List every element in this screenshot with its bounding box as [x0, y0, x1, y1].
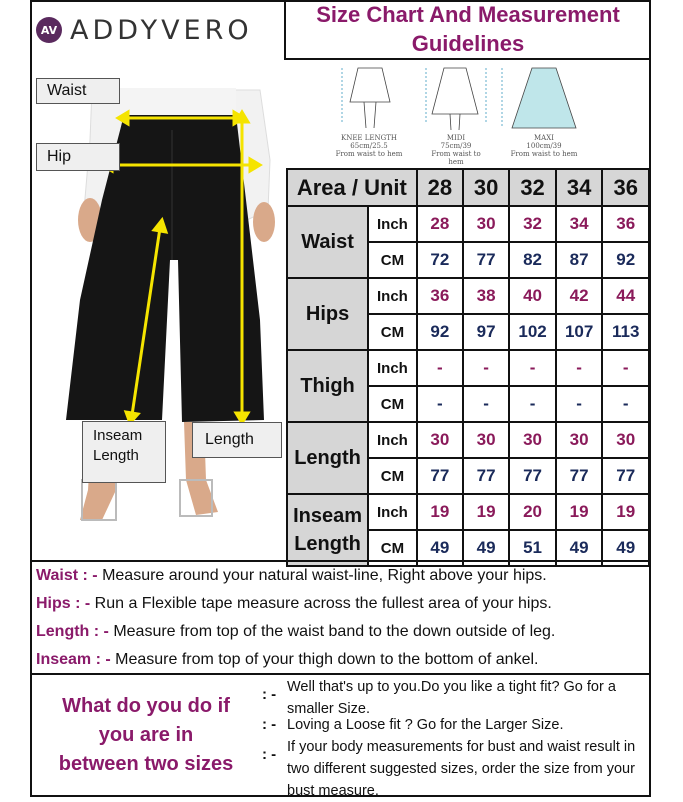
table-row	[287, 206, 649, 242]
cell-value: 92	[602, 242, 649, 278]
cell-value: 30	[417, 422, 463, 458]
cell-value: 77	[556, 458, 603, 494]
cell-value: -	[556, 350, 603, 386]
cell-value: -	[509, 350, 556, 386]
cell-value: -	[417, 350, 463, 386]
cell-value: 87	[556, 242, 603, 278]
cell-value: 20	[509, 494, 556, 530]
logo-text: ADDYVERO	[70, 14, 253, 46]
length-label: Length	[192, 422, 282, 458]
desc-inseam	[36, 651, 538, 669]
cell-value: 51	[509, 530, 556, 566]
cell-value: 30	[463, 422, 509, 458]
cell-value: 19	[463, 494, 509, 530]
cell-value: -	[463, 350, 509, 386]
desc-text: Measure around your natural waist-line, Right above your hips.	[97, 567, 547, 584]
desc-waist	[36, 567, 547, 585]
question-line-3: between two sizes	[58, 752, 234, 775]
cell-value: 36	[602, 206, 649, 242]
skirt-midi-measure: 75cm/39	[440, 142, 472, 150]
desc-text: Run a Flexible tape measure across the fullest area of your hips.	[90, 595, 552, 612]
cell-value: -	[602, 386, 649, 422]
skirt-midi-name: MIDI	[446, 134, 466, 142]
skirt-style-guide	[286, 62, 650, 166]
skirt-knee-note: From waist to hem	[335, 150, 403, 158]
header-size: 34	[556, 169, 603, 206]
cell-value: 19	[417, 494, 463, 530]
answer-marker: : -	[262, 716, 277, 733]
cell-value: 49	[417, 530, 463, 566]
cell-value: 97	[463, 314, 509, 350]
header-size: 28	[417, 169, 463, 206]
page-title	[286, 0, 650, 58]
product-photo	[32, 60, 284, 558]
cell-value: 49	[463, 530, 509, 566]
table-row	[287, 350, 649, 386]
cell-value: 19	[556, 494, 603, 530]
cell-value: 44	[602, 278, 649, 314]
measurement-descriptions	[32, 560, 650, 675]
cell-value: -	[417, 386, 463, 422]
area-length: Length	[287, 422, 368, 494]
answer-tight-fit: Well that's up to you.Do you like a tight fit? Go for a smaller Size.	[287, 679, 616, 717]
cell-value: 36	[417, 278, 463, 314]
between-sizes-question	[32, 676, 260, 794]
cell-value: -	[509, 386, 556, 422]
desc-term: Hips : -	[36, 595, 91, 612]
cell-value: 77	[463, 242, 509, 278]
cell-value: 72	[417, 242, 463, 278]
cell-value: 77	[509, 458, 556, 494]
inseam-label-line-1: Inseam	[93, 427, 143, 444]
answer-loose-fit: Loving a Loose fit ? Go for the Larger Size.	[287, 717, 564, 733]
header-size: 30	[463, 169, 509, 206]
unit-inch: Inch	[368, 494, 417, 530]
area-thigh: Thigh	[287, 350, 368, 422]
desc-text: Measure from top of your thigh down to the bottom of ankel.	[110, 651, 539, 668]
cell-value: 30	[556, 422, 603, 458]
desc-term: Length : -	[36, 623, 109, 640]
skirt-maxi-note: From waist to hem	[510, 150, 578, 158]
cell-value: -	[463, 386, 509, 422]
header-area-unit: Area / Unit	[287, 169, 417, 206]
area-inseam-line-1: Inseam	[293, 505, 363, 527]
header-size: 36	[602, 169, 649, 206]
cell-value: 32	[509, 206, 556, 242]
desc-hips	[36, 595, 552, 613]
cell-value: 42	[556, 278, 603, 314]
cell-value: 28	[417, 206, 463, 242]
desc-text: Measure from top of the waist band to the down outside of leg.	[108, 623, 556, 640]
skirt-maxi-measure: 100cm/39	[526, 142, 562, 150]
inseam-length-label	[82, 421, 166, 483]
cell-value: 77	[417, 458, 463, 494]
question-line-1: What do you do if	[62, 694, 230, 717]
desc-length	[36, 623, 555, 641]
table-row	[287, 422, 649, 458]
area-inseam-length	[287, 494, 368, 566]
cell-value: 77	[602, 458, 649, 494]
unit-inch: Inch	[368, 422, 417, 458]
cell-value: 34	[556, 206, 603, 242]
table-row	[287, 494, 649, 530]
size-table	[286, 168, 650, 567]
cell-value: 113	[602, 314, 649, 350]
header-divider-bottom	[284, 58, 650, 60]
answer-marker: : -	[262, 746, 277, 763]
pants-illustration	[32, 60, 284, 558]
cell-value: 30	[602, 422, 649, 458]
title-line-2: Guidelines	[411, 31, 525, 56]
table-header-row	[287, 169, 649, 206]
skirt-midi-caption	[424, 134, 488, 166]
unit-cm: CM	[368, 530, 417, 566]
cell-value: 49	[602, 530, 649, 566]
desc-term: Waist : -	[36, 567, 98, 584]
cell-value: 30	[509, 422, 556, 458]
area-waist: Waist	[287, 206, 368, 278]
cell-value: 77	[463, 458, 509, 494]
answer-marker: : -	[262, 686, 277, 703]
unit-cm: CM	[368, 458, 417, 494]
unit-inch: Inch	[368, 350, 417, 386]
cell-value: 40	[509, 278, 556, 314]
skirt-knee-caption	[334, 134, 404, 158]
cell-value: 107	[556, 314, 603, 350]
inseam-label-line-2: Length	[93, 447, 139, 464]
area-hips: Hips	[287, 278, 368, 350]
cell-value: 82	[509, 242, 556, 278]
unit-cm: CM	[368, 242, 417, 278]
skirt-knee-name: KNEE LENGTH	[340, 134, 398, 142]
cell-value: 92	[417, 314, 463, 350]
cell-value: 19	[602, 494, 649, 530]
cell-value: 102	[509, 314, 556, 350]
cell-value: 38	[463, 278, 509, 314]
waist-label: Waist	[36, 78, 120, 104]
unit-cm: CM	[368, 314, 417, 350]
hip-label: Hip	[36, 143, 120, 171]
cell-value: 30	[463, 206, 509, 242]
skirt-maxi-name: MAXI	[534, 134, 554, 142]
cell-value: -	[602, 350, 649, 386]
cell-value: -	[556, 386, 603, 422]
unit-cm: CM	[368, 386, 417, 422]
header-size: 32	[509, 169, 556, 206]
desc-term: Inseam : -	[36, 651, 111, 668]
table-row	[287, 278, 649, 314]
skirt-maxi-caption	[508, 134, 580, 158]
unit-inch: Inch	[368, 206, 417, 242]
unit-inch: Inch	[368, 278, 417, 314]
logo-badge: AV	[36, 17, 62, 43]
skirt-knee-measure: 65cm/25.5	[350, 142, 388, 150]
title-line-1: Size Chart And Measurement	[316, 2, 620, 27]
skirt-midi-note: From waist to hem	[431, 150, 481, 166]
cell-value: 49	[556, 530, 603, 566]
brand-logo	[32, 2, 284, 58]
question-line-2: you are in	[98, 723, 194, 746]
area-inseam-line-2: Length	[294, 533, 361, 555]
answer-bust-measure: If your body measurements for bust and waist result in two different suggested sizes, order the size from your bust measure.	[287, 739, 636, 799]
